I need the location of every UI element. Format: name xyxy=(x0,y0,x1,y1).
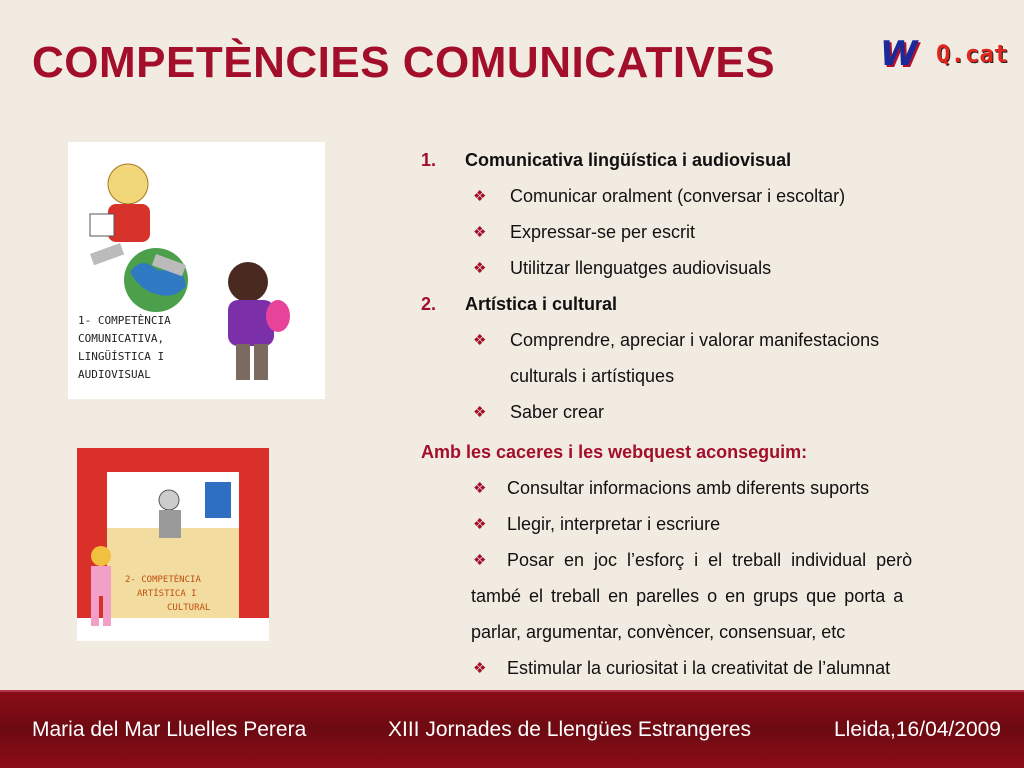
footer-author: Maria del Mar Lluelles Perera xyxy=(32,718,307,741)
footer-place-date: Lleida,16/04/2009 xyxy=(834,718,1001,741)
svg-text:LINGÜÍSTICA I: LINGÜÍSTICA I xyxy=(78,350,165,363)
diamond-bullet-icon: ❖ xyxy=(473,660,487,677)
list-item: Comunicar oralment (conversar i escoltar) xyxy=(510,186,846,206)
section-1-heading: Comunicativa lingüística i audiovisual xyxy=(465,150,792,170)
logo-mark: W xyxy=(880,34,918,74)
diamond-bullet-icon: ❖ xyxy=(473,552,487,569)
list-item: Utilitzar llenguatges audiovisuals xyxy=(510,258,772,278)
diamond-bullet-icon: ❖ xyxy=(473,516,487,533)
list-item: Estimular la curiositat i la creativitat de l’alumnat xyxy=(507,658,891,678)
logo-text: Q.cat xyxy=(936,40,1009,68)
page-title: COMPETÈNCIES COMUNICATIVES xyxy=(32,38,776,87)
svg-text:CULTURAL: CULTURAL xyxy=(167,603,211,613)
section-2-number: 2. xyxy=(421,294,437,314)
svg-text:1- COMPETÈNCIA: 1- COMPETÈNCIA xyxy=(78,314,171,327)
section-2-heading: Artística i cultural xyxy=(465,294,618,314)
svg-text:AUDIOVISUAL: AUDIOVISUAL xyxy=(78,368,151,381)
svg-text:COMUNICATIVA,: COMUNICATIVA, xyxy=(78,332,165,345)
list-item-continuation: parlar, argumentar, convèncer, consensuar, etc xyxy=(471,622,846,642)
diamond-bullet-icon: ❖ xyxy=(473,332,487,349)
wq-cat-logo xyxy=(880,34,1009,78)
footer-event: XIII Jornades de Llengües Estrangeres xyxy=(388,718,752,741)
list-item: Consultar informacions amb diferents suports xyxy=(507,478,870,498)
svg-text:2- COMPETÈNCIA: 2- COMPETÈNCIA xyxy=(125,575,201,585)
list-item-continuation: culturals i artístiques xyxy=(510,366,675,386)
svg-text:ARTÍSTICA I: ARTÍSTICA I xyxy=(137,589,197,599)
diamond-bullet-icon: ❖ xyxy=(473,260,487,277)
list-item: Saber crear xyxy=(510,402,605,422)
section-1-number: 1. xyxy=(421,150,437,170)
diamond-bullet-icon: ❖ xyxy=(473,224,487,241)
list-item-continuation: també el treball en parelles o en grups que porta a xyxy=(471,586,904,606)
diamond-bullet-icon: ❖ xyxy=(473,188,487,205)
list-item: Expressar-se per escrit xyxy=(510,222,696,242)
competencia-2-illustration xyxy=(77,448,269,641)
diamond-bullet-icon: ❖ xyxy=(473,404,487,421)
list-item: Comprendre, apreciar i valorar manifestacions xyxy=(510,330,880,350)
list-item: Posar en joc l’esforç i el treball individual però xyxy=(507,550,913,570)
competencia-1-illustration xyxy=(68,142,325,399)
achieve-heading: Amb les caceres i les webquest aconseguim: xyxy=(421,442,808,462)
list-item: Llegir, interpretar i escriure xyxy=(507,514,721,534)
diamond-bullet-icon: ❖ xyxy=(473,480,487,497)
